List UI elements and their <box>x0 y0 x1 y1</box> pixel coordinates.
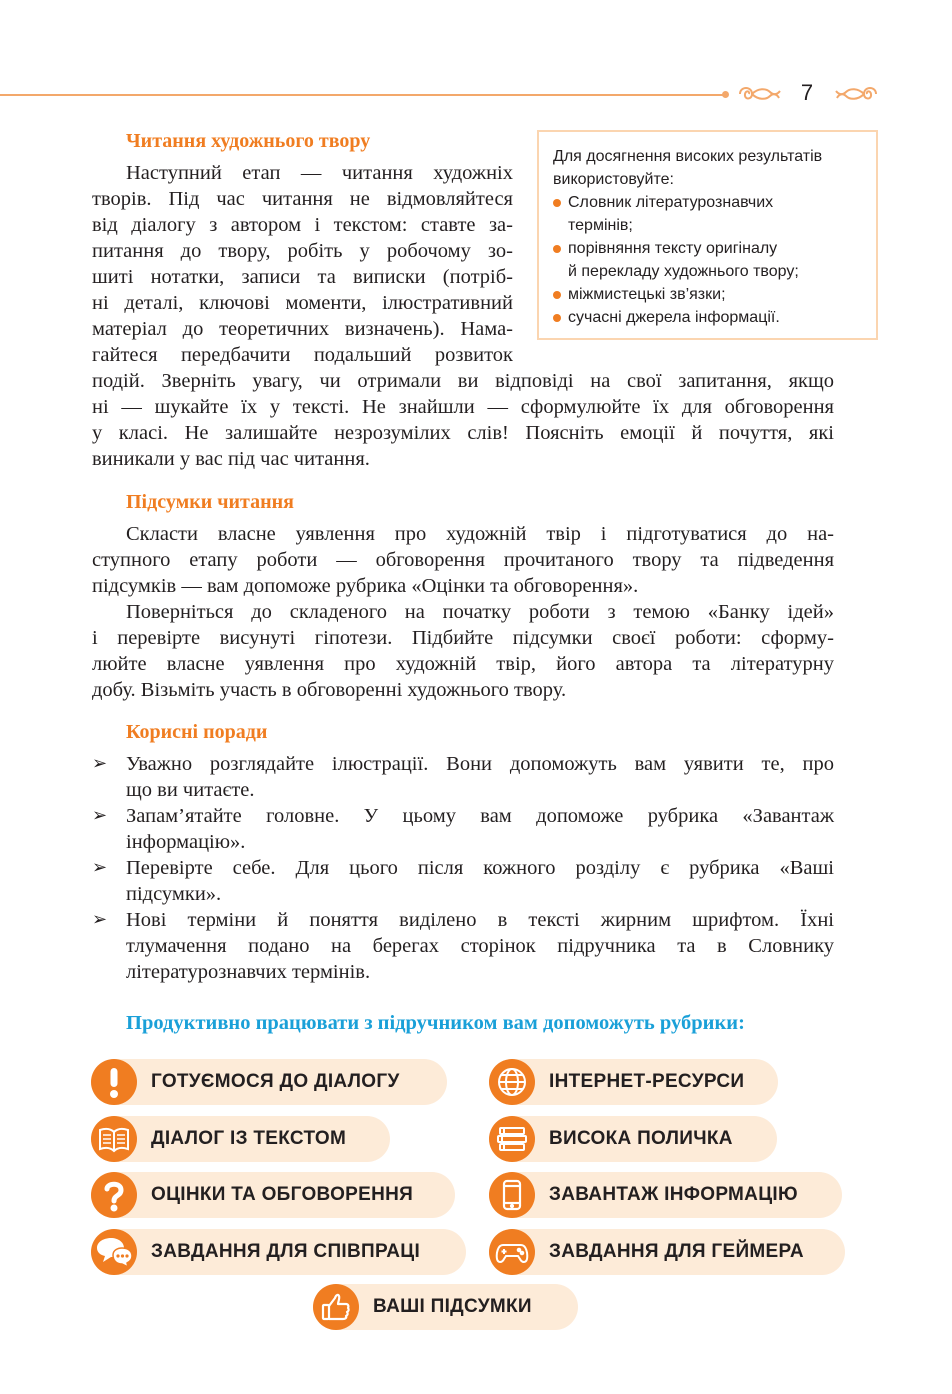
tip-box-intro: використовуйте: <box>553 171 674 188</box>
header-rule <box>0 94 726 96</box>
rubric-pill <box>91 1116 390 1162</box>
open-book-icon <box>91 1116 137 1162</box>
tip-box <box>537 130 878 340</box>
text-line: підсумки». <box>126 883 222 905</box>
rubric-pill <box>313 1284 578 1330</box>
arrow-bullet-icon: ➢ <box>92 857 108 878</box>
tip-item <box>92 751 834 803</box>
exclamation-icon <box>91 1059 137 1105</box>
text-line: питання до твору, робіть у робочому зо- <box>92 240 513 262</box>
rubric-label: ЗАВДАННЯ ДЛЯ ГЕЙМЕРА <box>549 1241 804 1262</box>
text-line: гайтеся передбачити подальший розвиток <box>92 344 513 366</box>
tip-item <box>92 803 834 855</box>
globe-icon <box>489 1059 535 1105</box>
section-heading-tips: Корисні поради <box>126 721 268 743</box>
bullet-dot-icon <box>553 199 561 207</box>
section-heading-summary: Підсумки читання <box>126 491 294 513</box>
phone-icon <box>489 1172 535 1218</box>
text-line: і перевірте висунуті гіпотези. Підбийте підсумки своєї роботи: сформу- <box>92 627 834 649</box>
rubric-label: ЗАВДАННЯ ДЛЯ СПІВПРАЦІ <box>151 1241 421 1262</box>
text-line: шиті нотатки, записи та виписки (потріб- <box>92 266 513 288</box>
ornament-left-icon <box>736 82 782 106</box>
bullet-dot-icon <box>553 291 561 299</box>
rubric-label: ВАШІ ПІДСУМКИ <box>373 1296 532 1317</box>
page-number: 7 <box>800 80 814 105</box>
text-line: тлумачення подано на берегах сторінок підручника та в Словнику <box>126 935 834 957</box>
text-line: ні деталі, ключові моменти, ілюстративний <box>92 292 513 314</box>
text-line: що ви читаєте. <box>126 779 255 801</box>
tip-box-item: міжмистецькі зв’язки; <box>553 283 864 306</box>
tip-box-item: сучасні джерела інформації. <box>553 306 864 329</box>
text-line: люйте власне уявлення про художній твір, його автора та літературну <box>92 653 834 675</box>
chat-bubbles-icon <box>91 1229 137 1275</box>
rubric-label: ЗАВАНТАЖ ІНФОРМАЦІЮ <box>549 1184 798 1205</box>
rubric-label: ВИСОКА ПОЛИЧКА <box>549 1128 733 1149</box>
reading-paragraph-wide <box>92 368 834 472</box>
rubric-pill <box>489 1116 777 1162</box>
arrow-bullet-icon: ➢ <box>92 753 108 774</box>
text-line: Скласти власне уявлення про художній твір і підготуватися до на- <box>126 523 834 545</box>
bullet-dot-icon <box>553 245 561 253</box>
reading-paragraph-narrow <box>92 160 513 368</box>
text-line: Перевірте себе. Для цього після кожного розділу є рубрика «Ваші <box>126 857 834 879</box>
text-line: матеріал до теоретичних визначень). Нама- <box>92 318 513 340</box>
text-line: літературознавчих термінів. <box>126 961 371 983</box>
text-line: у класі. Не залишайте незрозумілих слів! Поясніть емоції й почуття, які <box>92 422 834 444</box>
rubric-pill <box>91 1229 466 1275</box>
question-icon <box>91 1172 137 1218</box>
rubric-pill <box>489 1172 842 1218</box>
text-line: Наступний етап — читання художніх <box>126 162 513 184</box>
gamepad-icon <box>489 1229 535 1275</box>
section-heading-reading: Читання художнього твору <box>126 130 371 152</box>
tip-box-item-cont: термінів; <box>568 217 633 234</box>
rubric-pill <box>91 1172 455 1218</box>
text-line: інформацію». <box>126 831 246 853</box>
rubric-label: ІНТЕРНЕТ-РЕСУРСИ <box>549 1071 745 1092</box>
thumbs-up-icon <box>313 1284 359 1330</box>
text-line: добу. Візьміть участь в обговоренні художнього твору. <box>92 679 567 701</box>
rubrics-intro: Продуктивно працювати з підручником вам допоможуть рубрики: <box>126 1012 745 1034</box>
books-stack-icon <box>489 1116 535 1162</box>
rubric-pill <box>489 1229 845 1275</box>
arrow-bullet-icon: ➢ <box>92 909 108 930</box>
tip-box-intro: Для досягнення високих результатів <box>553 148 823 165</box>
rubric-label: ГОТУЄМОСЯ ДО ДІАЛОГУ <box>151 1071 400 1092</box>
text-line: ступного етапу роботи — обговорення прочитаного твору та підведення <box>92 549 834 571</box>
tip-item <box>92 855 834 907</box>
text-line: Запам’ятайте головне. У цьому вам допоможе рубрика «Завантаж <box>126 805 834 827</box>
text-line: творів. Під час читання не відмовляйтеся <box>92 188 513 210</box>
text-line: підсумків — вам допоможе рубрика «Оцінки та обговорення». <box>92 575 639 597</box>
rubric-label: ОЦІНКИ ТА ОБГОВОРЕННЯ <box>151 1184 414 1205</box>
header-rule-end-dot <box>722 91 729 98</box>
tip-box-item-cont: й перекладу художнього твору; <box>568 263 799 280</box>
tip-item <box>92 907 834 985</box>
tip-box-item: Словник літературознавчих <box>553 191 864 214</box>
arrow-bullet-icon: ➢ <box>92 805 108 826</box>
text-line: Нові терміни й поняття виділено в тексті жирним шрифтом. Їхні <box>126 909 834 931</box>
text-line: Уважно розглядайте ілюстрації. Вони допоможуть вам уявити те, про <box>126 753 834 775</box>
bullet-dot-icon <box>553 314 561 322</box>
text-line: від діалогу з автором і текстом: ставте за- <box>92 214 513 236</box>
ornament-right-icon <box>834 82 880 106</box>
rubric-label: ДІАЛОГ ІЗ ТЕКСТОМ <box>151 1128 347 1149</box>
rubric-pill <box>91 1059 447 1105</box>
text-line: подій. Зверніть увагу, чи отримали ви відповіді на свої запитання, якщо <box>92 370 834 392</box>
text-line: ні — шукайте їх у тексті. Не знайшли — сформулюйте їх для обговорення <box>92 396 834 418</box>
rubric-pill <box>489 1059 778 1105</box>
tip-box-item: порівняння тексту оригіналу <box>553 237 864 260</box>
summary-paragraphs <box>92 521 834 703</box>
text-line: виникали у вас під час читання. <box>92 448 370 470</box>
text-line: Поверніться до складеного на початку роботи з темою «Банку ідей» <box>126 601 834 623</box>
